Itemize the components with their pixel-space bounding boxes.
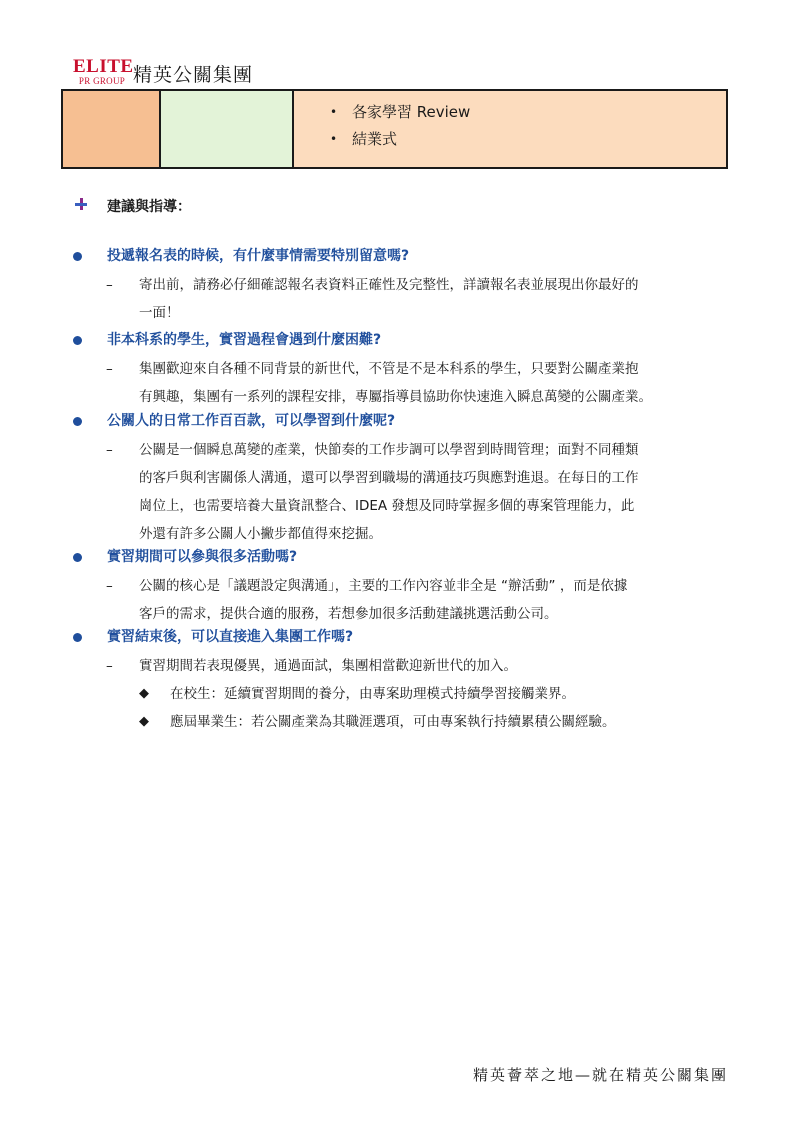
bullet-circle-icon bbox=[73, 553, 82, 562]
faq-question bbox=[73, 622, 733, 652]
answer-line: 外還有許多公關人小撇步都值得來挖掘。 bbox=[139, 526, 382, 542]
answer-line: 公關的核心是「議題設定與溝通」，主要的工作內容並非全是 “辦活動” ，而是依據 bbox=[139, 578, 628, 594]
dash-icon: – bbox=[106, 578, 113, 594]
faq-item bbox=[73, 406, 733, 548]
schedule-cell-week bbox=[62, 90, 160, 168]
schedule-item-text: 各家學習 Review bbox=[352, 103, 471, 121]
faq-answer bbox=[73, 572, 733, 628]
faq-question-text: 非本科系的學生，實習過程會遇到什麼困難? bbox=[107, 332, 382, 348]
schedule-cell-content bbox=[293, 90, 727, 168]
faq-question bbox=[73, 406, 733, 436]
dash-icon: – bbox=[106, 658, 113, 674]
answer-line: 崗位上，也需要培養大量資訊整合、IDEA 發想及同時掌握多個的專案管理能力，此 bbox=[139, 498, 635, 514]
faq-answer bbox=[73, 652, 733, 680]
sub-item-text: 在校生：延續實習期間的養分，由專案助理模式持續學習接觸業界。 bbox=[170, 686, 575, 702]
bullet-circle-icon bbox=[73, 633, 82, 642]
schedule-item-text: 結業式 bbox=[352, 130, 398, 148]
logo-chinese-name: 精英公關集團 bbox=[133, 64, 254, 86]
answer-line: 寄出前，請務必仔細確認報名表資料正確性及完整性，詳讀報名表並展現出你最好的 bbox=[139, 277, 639, 293]
faq-question-text: 投遞報名表的時候，有什麼事情需要特別留意嗎? bbox=[107, 248, 410, 264]
faq-item bbox=[73, 622, 733, 736]
faq-item bbox=[73, 325, 733, 411]
diamond-bullet-icon: ◆ bbox=[139, 714, 149, 729]
answer-line: 集團歡迎來自各種不同背景的新世代，不管是不是本科系的學生，只要對公關產業抱 bbox=[139, 361, 639, 377]
dash-icon: – bbox=[106, 277, 113, 293]
section-title: 建議與指導： bbox=[107, 199, 191, 215]
answer-line: 實習期間若表現優異，通過面試，集團相當歡迎新世代的加入。 bbox=[139, 658, 517, 674]
bullet-dot-icon: • bbox=[330, 132, 338, 146]
answer-line: 客戶的需求，提供合適的服務，若想參加很多活動建議挑選活動公司。 bbox=[139, 606, 558, 622]
logo-elite-text: ELITE bbox=[73, 56, 134, 77]
logo-english bbox=[73, 56, 134, 86]
bullet-circle-icon bbox=[73, 417, 82, 426]
schedule-item bbox=[294, 99, 726, 126]
faq-answer bbox=[73, 271, 733, 327]
schedule-item bbox=[294, 126, 726, 153]
faq-answer bbox=[73, 436, 733, 548]
diamond-bullet-icon: ◆ bbox=[139, 686, 149, 701]
faq-question-text: 實習期間可以參與很多活動嗎? bbox=[107, 549, 298, 565]
schedule-row bbox=[62, 90, 727, 168]
logo-pr-group-text: PR GROUP bbox=[78, 76, 126, 86]
footer-slogan: 精英薈萃之地—就在精英公關集團 bbox=[472, 1066, 728, 1084]
answer-line: 公關是一個瞬息萬變的產業，快節奏的工作步調可以學習到時間管理；面對不同種類 bbox=[139, 442, 639, 458]
bullet-dot-icon: • bbox=[330, 105, 338, 119]
faq-question bbox=[73, 241, 733, 271]
faq-item bbox=[73, 542, 733, 628]
faq-answer bbox=[73, 355, 733, 411]
faq-question-text: 公關人的日常工作百百款，可以學習到什麼呢? bbox=[107, 413, 396, 429]
faq-item bbox=[73, 241, 733, 327]
sub-item-text: 應屆畢業生：若公關產業為其職涯選項，可由專案執行持續累積公關經驗。 bbox=[170, 714, 616, 730]
faq-question bbox=[73, 542, 733, 572]
faq-question-text: 實習結束後，可以直接進入集團工作嗎? bbox=[107, 629, 354, 645]
answer-line: 有興趣，集團有一系列的課程安排，專屬指導員協助你快速進入瞬息萬變的公關產業。 bbox=[139, 389, 652, 405]
bullet-circle-icon bbox=[73, 252, 82, 261]
sub-item bbox=[73, 708, 733, 736]
schedule-cell-topic bbox=[160, 90, 293, 168]
schedule-table bbox=[61, 89, 728, 169]
dash-icon: – bbox=[106, 442, 113, 458]
plus-icon bbox=[75, 198, 87, 210]
bullet-circle-icon bbox=[73, 336, 82, 345]
sub-item bbox=[73, 680, 733, 708]
answer-line: 一面！ bbox=[139, 305, 180, 321]
faq-question bbox=[73, 325, 733, 355]
answer-line: 的客戶與利害關係人溝通，還可以學習到職場的溝通技巧與應對進退。在每日的工作 bbox=[139, 470, 639, 486]
dash-icon: – bbox=[106, 361, 113, 377]
